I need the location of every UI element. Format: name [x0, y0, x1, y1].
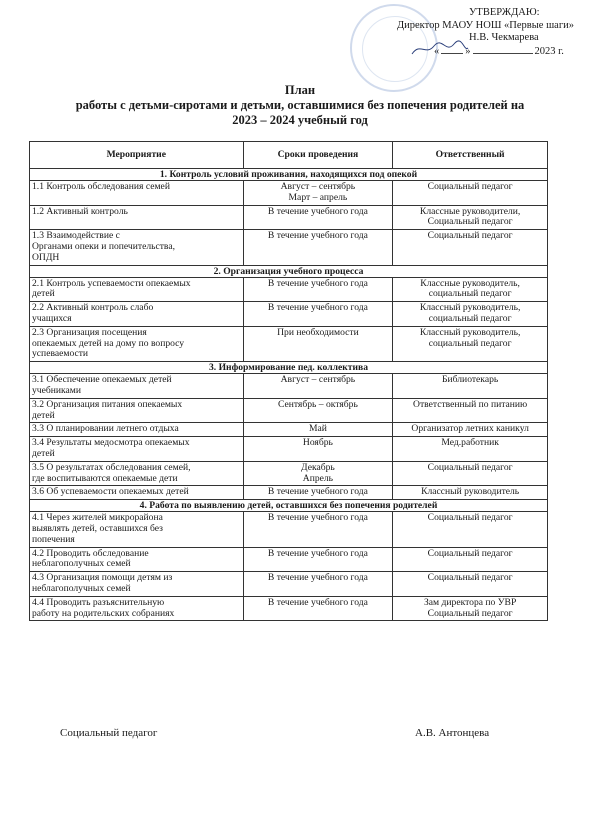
approval-name: Н.В. Чекмарева — [469, 32, 539, 43]
cell-event: 2.2 Активный контроль слабо учащихся — [30, 302, 244, 327]
cell-event: 4.1 Через жителей микрорайона выявлять детей, оставшихся без попечения — [30, 512, 244, 547]
table-row — [30, 398, 548, 423]
footer-role: Социальный педагог — [60, 727, 158, 739]
cell-term: В течение учебного года — [243, 205, 393, 230]
section-title: 2. Организация учебного процесса — [30, 265, 548, 277]
cell-responsible: Библиотекарь — [393, 374, 548, 399]
table-row — [30, 437, 548, 462]
cell-term: Август – сентябрь — [243, 374, 393, 399]
page-title — [20, 83, 580, 128]
approval-date: « » 2023 г. — [434, 45, 564, 57]
cell-event: 4.2 Проводить обследование неблагополучных семей — [30, 547, 244, 572]
cell-responsible: Классные руководитель, социальный педагог — [393, 277, 548, 302]
cell-term: Ноябрь — [243, 437, 393, 462]
cell-term: Сентябрь – октябрь — [243, 398, 393, 423]
title-line-1: План — [284, 83, 316, 97]
plan-table — [29, 141, 548, 621]
cell-responsible: Классный руководитель — [393, 486, 548, 500]
table-row — [30, 230, 548, 265]
table-row — [30, 374, 548, 399]
cell-responsible: Социальный педагог — [393, 461, 548, 486]
cell-event: 4.4 Проводить разъяснительную работу на родительских собраниях — [30, 596, 244, 621]
cell-responsible: Социальный педагог — [393, 230, 548, 265]
cell-event: 3.3 О планировании летнего отдыха — [30, 423, 244, 437]
table-row — [30, 486, 548, 500]
cell-event: 1.2 Активный контроль — [30, 205, 244, 230]
approval-position: Директор МАОУ НОШ «Первые шаги» — [396, 19, 574, 31]
cell-term: Май — [243, 423, 393, 437]
section-row — [30, 500, 548, 512]
approval-heading: УТВЕРЖДАЮ: — [469, 7, 540, 18]
title-line-2: работы с детьми-сиротами и детьми, оставшимися без попечения родителей на — [75, 98, 525, 112]
cell-event: 3.2 Организация питания опекаемых детей — [30, 398, 244, 423]
cell-event: 3.6 Об успеваемости опекаемых детей — [30, 486, 244, 500]
cell-term: В течение учебного года — [243, 230, 393, 265]
cell-event: 2.1 Контроль успеваемости опекаемых детей — [30, 277, 244, 302]
cell-term: При необходимости — [243, 326, 393, 361]
cell-term: В течение учебного года — [243, 572, 393, 597]
cell-event: 3.1 Обеспечение опекаемых детей учебниками — [30, 374, 244, 399]
table-row — [30, 461, 548, 486]
cell-responsible: Классный руководитель, социальный педагог — [393, 302, 548, 327]
cell-responsible: Социальный педагог — [393, 572, 548, 597]
cell-event: 4.3 Организация помощи детям из неблагополучных семей — [30, 572, 244, 597]
cell-responsible: Классные руководители, Социальный педагог — [393, 205, 548, 230]
cell-responsible: Социальный педагог — [393, 181, 548, 206]
title-line-3: 2023 – 2024 учебный год — [232, 113, 368, 127]
cell-responsible: Организатор летних каникул — [393, 423, 548, 437]
cell-event: 3.5 О результатах обследования семей, где воспитываются опекаемые дети — [30, 461, 244, 486]
table-header-row — [30, 142, 548, 169]
cell-term: В течение учебного года — [243, 277, 393, 302]
table-row — [30, 512, 548, 547]
header-event: Мероприятие — [30, 142, 244, 169]
cell-term: В течение учебного года — [243, 302, 393, 327]
cell-event: 1.3 Взаимодействие с Органами опеки и попечительства, ОПДН — [30, 230, 244, 265]
section-title: 1. Контроль условий проживания, находящихся под опекой — [30, 169, 548, 181]
cell-responsible: Ответственный по питанию — [393, 398, 548, 423]
table-row — [30, 302, 548, 327]
cell-responsible: Классный руководитель, социальный педагог — [393, 326, 548, 361]
section-row — [30, 169, 548, 181]
cell-responsible: Зам директора по УВР Социальный педагог — [393, 596, 548, 621]
cell-event: 3.4 Результаты медосмотра опекаемых детей — [30, 437, 244, 462]
cell-responsible: Социальный педагог — [393, 512, 548, 547]
table-row — [30, 181, 548, 206]
table-row — [30, 326, 548, 361]
table-row — [30, 277, 548, 302]
cell-term: Декабрь Апрель — [243, 461, 393, 486]
approval-block — [339, 7, 574, 58]
cell-event: 2.3 Организация посещения опекаемых детей на дому по вопросу успеваемости — [30, 326, 244, 361]
table-row — [30, 596, 548, 621]
section-row — [30, 265, 548, 277]
cell-event: 1.1 Контроль обследования семей — [30, 181, 244, 206]
section-row — [30, 362, 548, 374]
cell-term: Август – сентябрь Март – апрель — [243, 181, 393, 206]
section-title: 3. Информирование пед. коллектива — [30, 362, 548, 374]
table-row — [30, 205, 548, 230]
table-row — [30, 547, 548, 572]
header-term: Сроки проведения — [243, 142, 393, 169]
cell-responsible: Мед.работник — [393, 437, 548, 462]
header-responsible: Ответственный — [393, 142, 548, 169]
table-row — [30, 572, 548, 597]
section-title: 4. Работа по выявлению детей, оставшихся без попечения родителей — [30, 500, 548, 512]
footer-name: А.В. Антонцева — [415, 727, 490, 739]
cell-term: В течение учебного года — [243, 512, 393, 547]
cell-term: В течение учебного года — [243, 596, 393, 621]
cell-responsible: Социальный педагог — [393, 547, 548, 572]
cell-term: В течение учебного года — [243, 547, 393, 572]
table-row — [30, 423, 548, 437]
cell-term: В течение учебного года — [243, 486, 393, 500]
